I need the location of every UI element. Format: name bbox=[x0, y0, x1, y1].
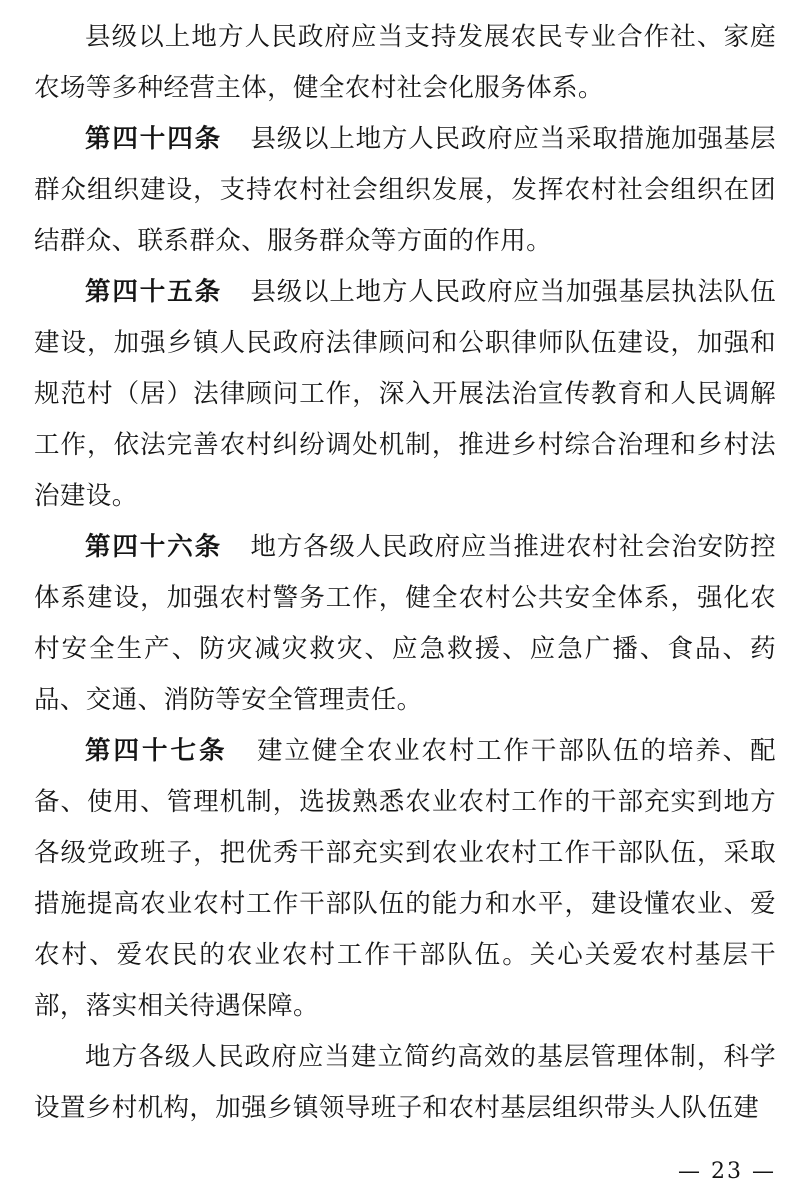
article-label-47: 第四十七条 bbox=[85, 736, 228, 766]
paragraph-article-47 bbox=[34, 726, 776, 1032]
paragraph-article-45 bbox=[34, 267, 776, 522]
paragraph-43-continued bbox=[34, 12, 776, 114]
article-label-46: 第四十六条 bbox=[85, 532, 222, 562]
paragraph-text: 地方各级人民政府应当推进农村社会治安防控体系建设，加强农村警务工作，健全农村公共安全体系，强化农村安全生产、防灾减灾救灾、应急救援、应急广播、食品、药品、交通、消防等安全管理责任。 bbox=[34, 532, 776, 715]
paragraph-article-44 bbox=[34, 114, 776, 267]
page-footer bbox=[0, 1159, 776, 1184]
article-label-44: 第四十四条 bbox=[85, 124, 222, 154]
paragraph-text: 县级以上地方人民政府应当支持发展农民专业合作社、家庭农场等多种经营主体，健全农村社会化服务体系。 bbox=[34, 22, 776, 103]
paragraph-text: 县级以上地方人民政府应当采取措施加强基层群众组织建设，支持农村社会组织发展，发挥农村社会组织在团结群众、联系群众、服务群众等方面的作用。 bbox=[34, 124, 776, 256]
page-number: — 23 — bbox=[678, 1159, 776, 1184]
paragraph-text: 建立健全农业农村工作干部队伍的培养、配备、使用、管理机制，选拔熟悉农业农村工作的干部充实到地方各级党政班子，把优秀干部充实到农业农村工作干部队伍，采取措施提高农业农村工作干部队伍的能力和水平，建设懂农业、爱农村、爱农民的农业农村工作干部队伍。关心关爱农村基层干部，落实相关待遇保障。 bbox=[34, 736, 776, 1021]
paragraph-article-47-continued bbox=[34, 1032, 776, 1134]
paragraph-article-46 bbox=[34, 522, 776, 726]
paragraph-text: 县级以上地方人民政府应当加强基层执法队伍建设，加强乡镇人民政府法律顾问和公职律师队伍建设，加强和规范村（居）法律顾问工作，深入开展法治宣传教育和人民调解工作，依法完善农村纠纷调处机制，推进乡村综合治理和乡村法治建设。 bbox=[34, 277, 776, 511]
document-body bbox=[34, 12, 776, 1134]
article-label-45: 第四十五条 bbox=[85, 277, 222, 307]
paragraph-text: 地方各级人民政府应当建立简约高效的基层管理体制，科学设置乡村机构，加强乡镇领导班子和农村基层组织带头人队伍建 bbox=[34, 1042, 776, 1123]
